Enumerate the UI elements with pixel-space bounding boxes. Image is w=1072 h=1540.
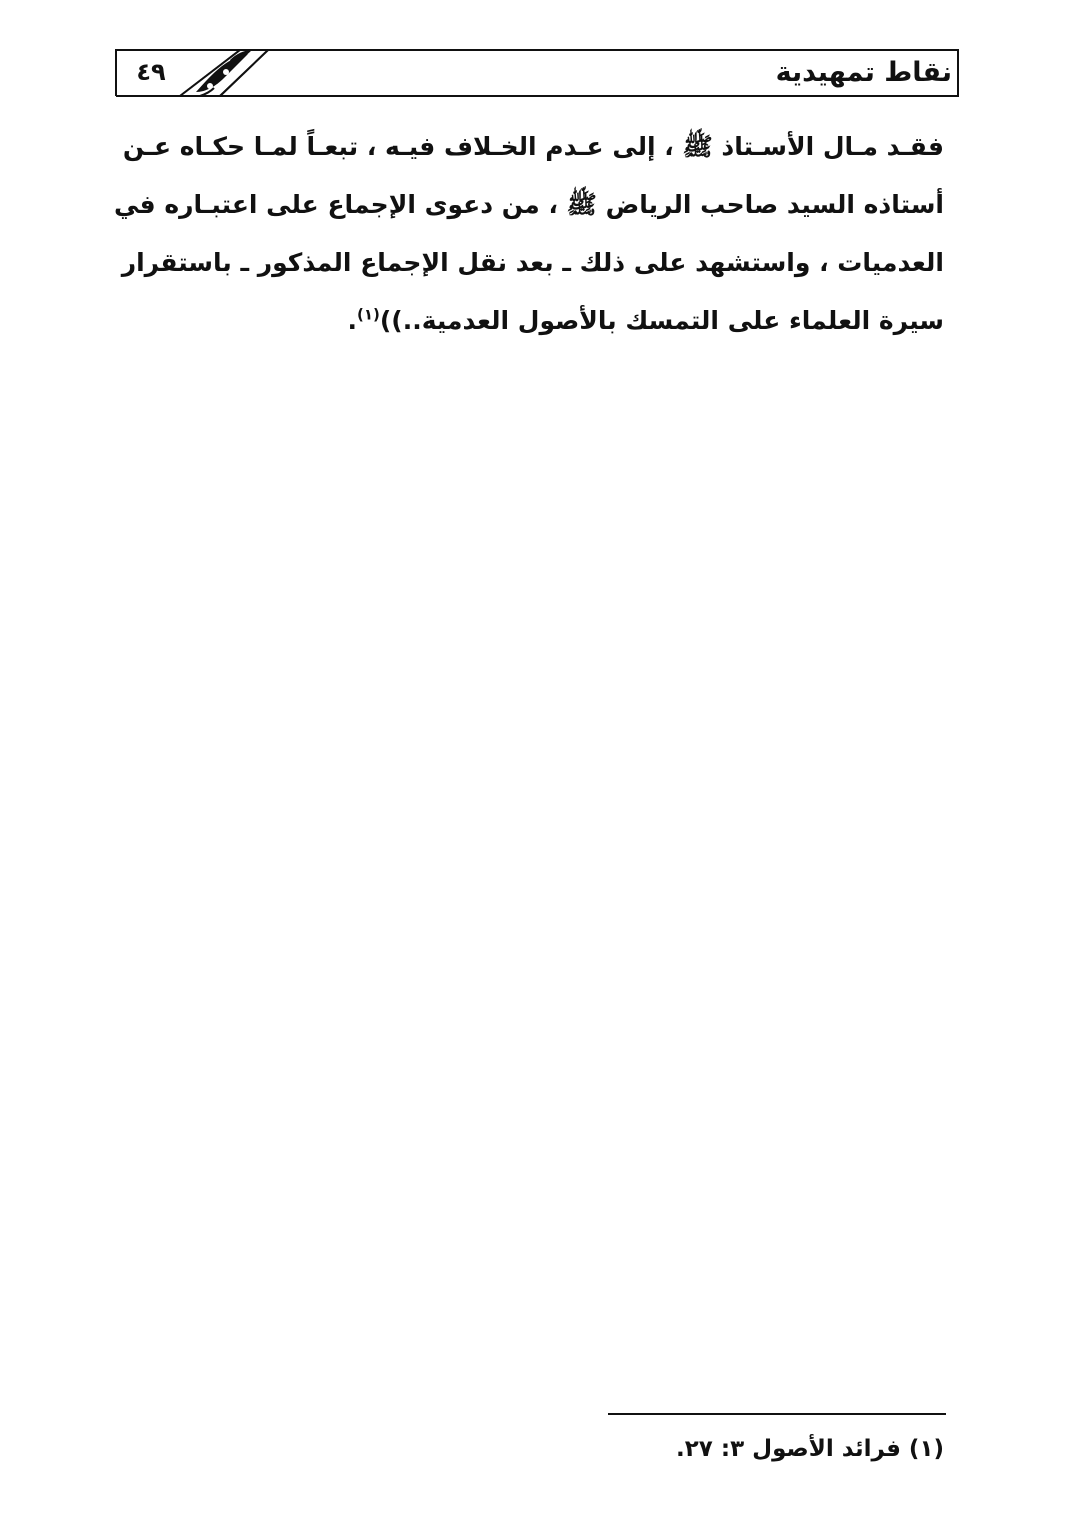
body-line-2: أستاذه السيد صاحب الرياض ﷺ ، من دعوى الإجماع على اعتبـاره في xyxy=(113,190,944,219)
footnote-separator xyxy=(608,1413,946,1415)
page-number: ٤٩ xyxy=(136,58,166,86)
footnote-1: (١) فرائد الأصول ٣: ٢٧. xyxy=(676,1436,944,1462)
body-line-1: فقـد مـال الأسـتاذ ﷺ ، إلى عـدم الخـلاف فيـه ، تبعـاً لمـا حكـاه عـن xyxy=(122,132,944,161)
header-frame xyxy=(0,0,1072,110)
body-paragraph xyxy=(113,118,944,350)
body-line-4-text: سيرة العلماء على التمسك بالأصول العدمية..)) xyxy=(379,306,944,335)
body-line-3: العدميات ، واستشهد على ذلك ـ بعد نقل الإجماع المذكور ـ باستقرار xyxy=(121,248,944,277)
running-title: نقاط تمهيدية xyxy=(775,57,952,88)
end-punctuation: . xyxy=(347,306,357,335)
body-line-4 xyxy=(128,292,944,350)
footnote-reference[interactable]: (١) xyxy=(356,305,380,324)
